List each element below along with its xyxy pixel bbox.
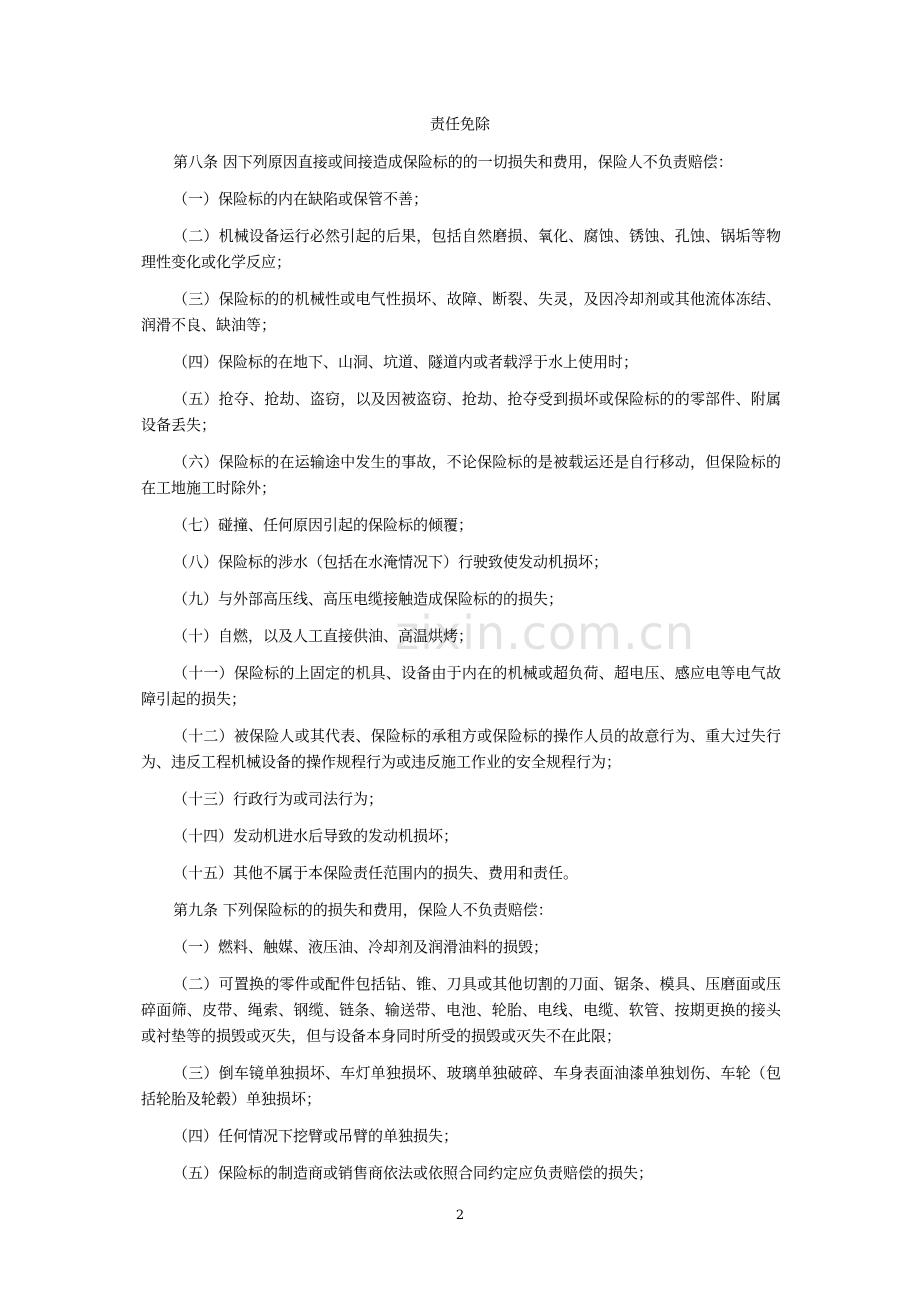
clause-paragraph: （三）保险标的的机械性或电气性损坏、故障、断裂、失灵，及因冷却剂或其他流体冻结、润滑不良、缺油等； <box>141 290 781 334</box>
clause-paragraph: （十）自燃，以及人工直接供油、高温烘烤； <box>173 627 474 645</box>
clause-paragraph: （二）机械设备运行必然引起的后果，包括自然磨损、氧化、腐蚀、锈蚀、孔蚀、锅垢等物理性变化或化学反应； <box>141 227 781 271</box>
clause-paragraph: （十一）保险标的上固定的机具、设备由于内在的机械或超负荷、超电压、感应电等电气故障引起的损失； <box>141 664 781 708</box>
clause-paragraph: （九）与外部高压线、高压电缆接触造成保险标的的损失； <box>173 590 564 608</box>
clause-paragraph: （五）保险标的制造商或销售商依法或依照合同约定应负责赔偿的损失； <box>173 1164 654 1182</box>
clause-paragraph: （十四）发动机进水后导致的发动机损坏； <box>173 827 459 845</box>
clause-paragraph: （一）燃料、触媒、液压油、冷却剂及润滑油料的损毁； <box>173 938 549 956</box>
clause-paragraph: （二）可置换的零件或配件包括钻、锥、刀具或其他切割的刀面、锯条、模具、压磨面或压碎面筛、皮带、绳索、钢缆、链条、输送带、电池、轮胎、电线、电缆、软管、按期更换的接头或衬垫等的损毁或灭失，但与设备本身同时所受的损毁或灭失不在此限； <box>141 975 781 1045</box>
clause-paragraph: （六）保险标的在运输途中发生的事故，不论保险标的是被载运还是自行移动，但保险标的在工地施工时除外； <box>141 453 781 497</box>
clause-paragraph: （七）碰撞、任何原因引起的保险标的倾覆； <box>173 516 474 534</box>
clause-paragraph: （十三）行政行为或司法行为； <box>173 790 384 808</box>
clause-paragraph: （四）任何情况下挖臂或吊臂的单独损失； <box>173 1127 459 1145</box>
document-body <box>141 149 781 1197</box>
watermark: zixin.com.cn <box>395 606 696 660</box>
clause-paragraph: （一）保险标的内在缺陷或保管不善； <box>173 190 429 208</box>
clause-paragraph: （五）抢夺、抢劫、盗窃，以及因被盗窃、抢劫、抢夺受到损坏或保险标的的零部件、附属设备丢失； <box>141 390 781 434</box>
section-title: 责任免除 <box>429 115 490 133</box>
clause-paragraph: （十二）被保险人或其代表、保险标的承租方或保险标的操作人员的故意行为、重大过失行为、违反工程机械设备的操作规程行为或违反施工作业的安全规程行为； <box>141 727 781 771</box>
clause-paragraph: （十五）其他不属于本保险责任范围内的损失、费用和责任。 <box>173 864 579 882</box>
clause-paragraph: 第九条 下列保险标的的损失和费用，保险人不负责赔偿： <box>173 901 553 919</box>
clause-paragraph: （八）保险标的涉水（包括在水淹情况下）行驶致使发动机损坏； <box>173 553 609 571</box>
page-number: 2 <box>455 1208 465 1223</box>
clause-paragraph: 第八条 因下列原因直接或间接造成保险标的的一切损失和费用，保险人不负责赔偿： <box>173 153 733 171</box>
clause-paragraph: （四）保险标的在地下、山洞、坑道、隧道内或者载浮于水上使用时； <box>173 353 639 371</box>
clause-paragraph: （三）倒车镜单独损坏、车灯单独损坏、玻璃单独破碎、车身表面油漆单独划伤、车轮（包括轮胎及轮毂）单独损坏； <box>141 1064 781 1108</box>
